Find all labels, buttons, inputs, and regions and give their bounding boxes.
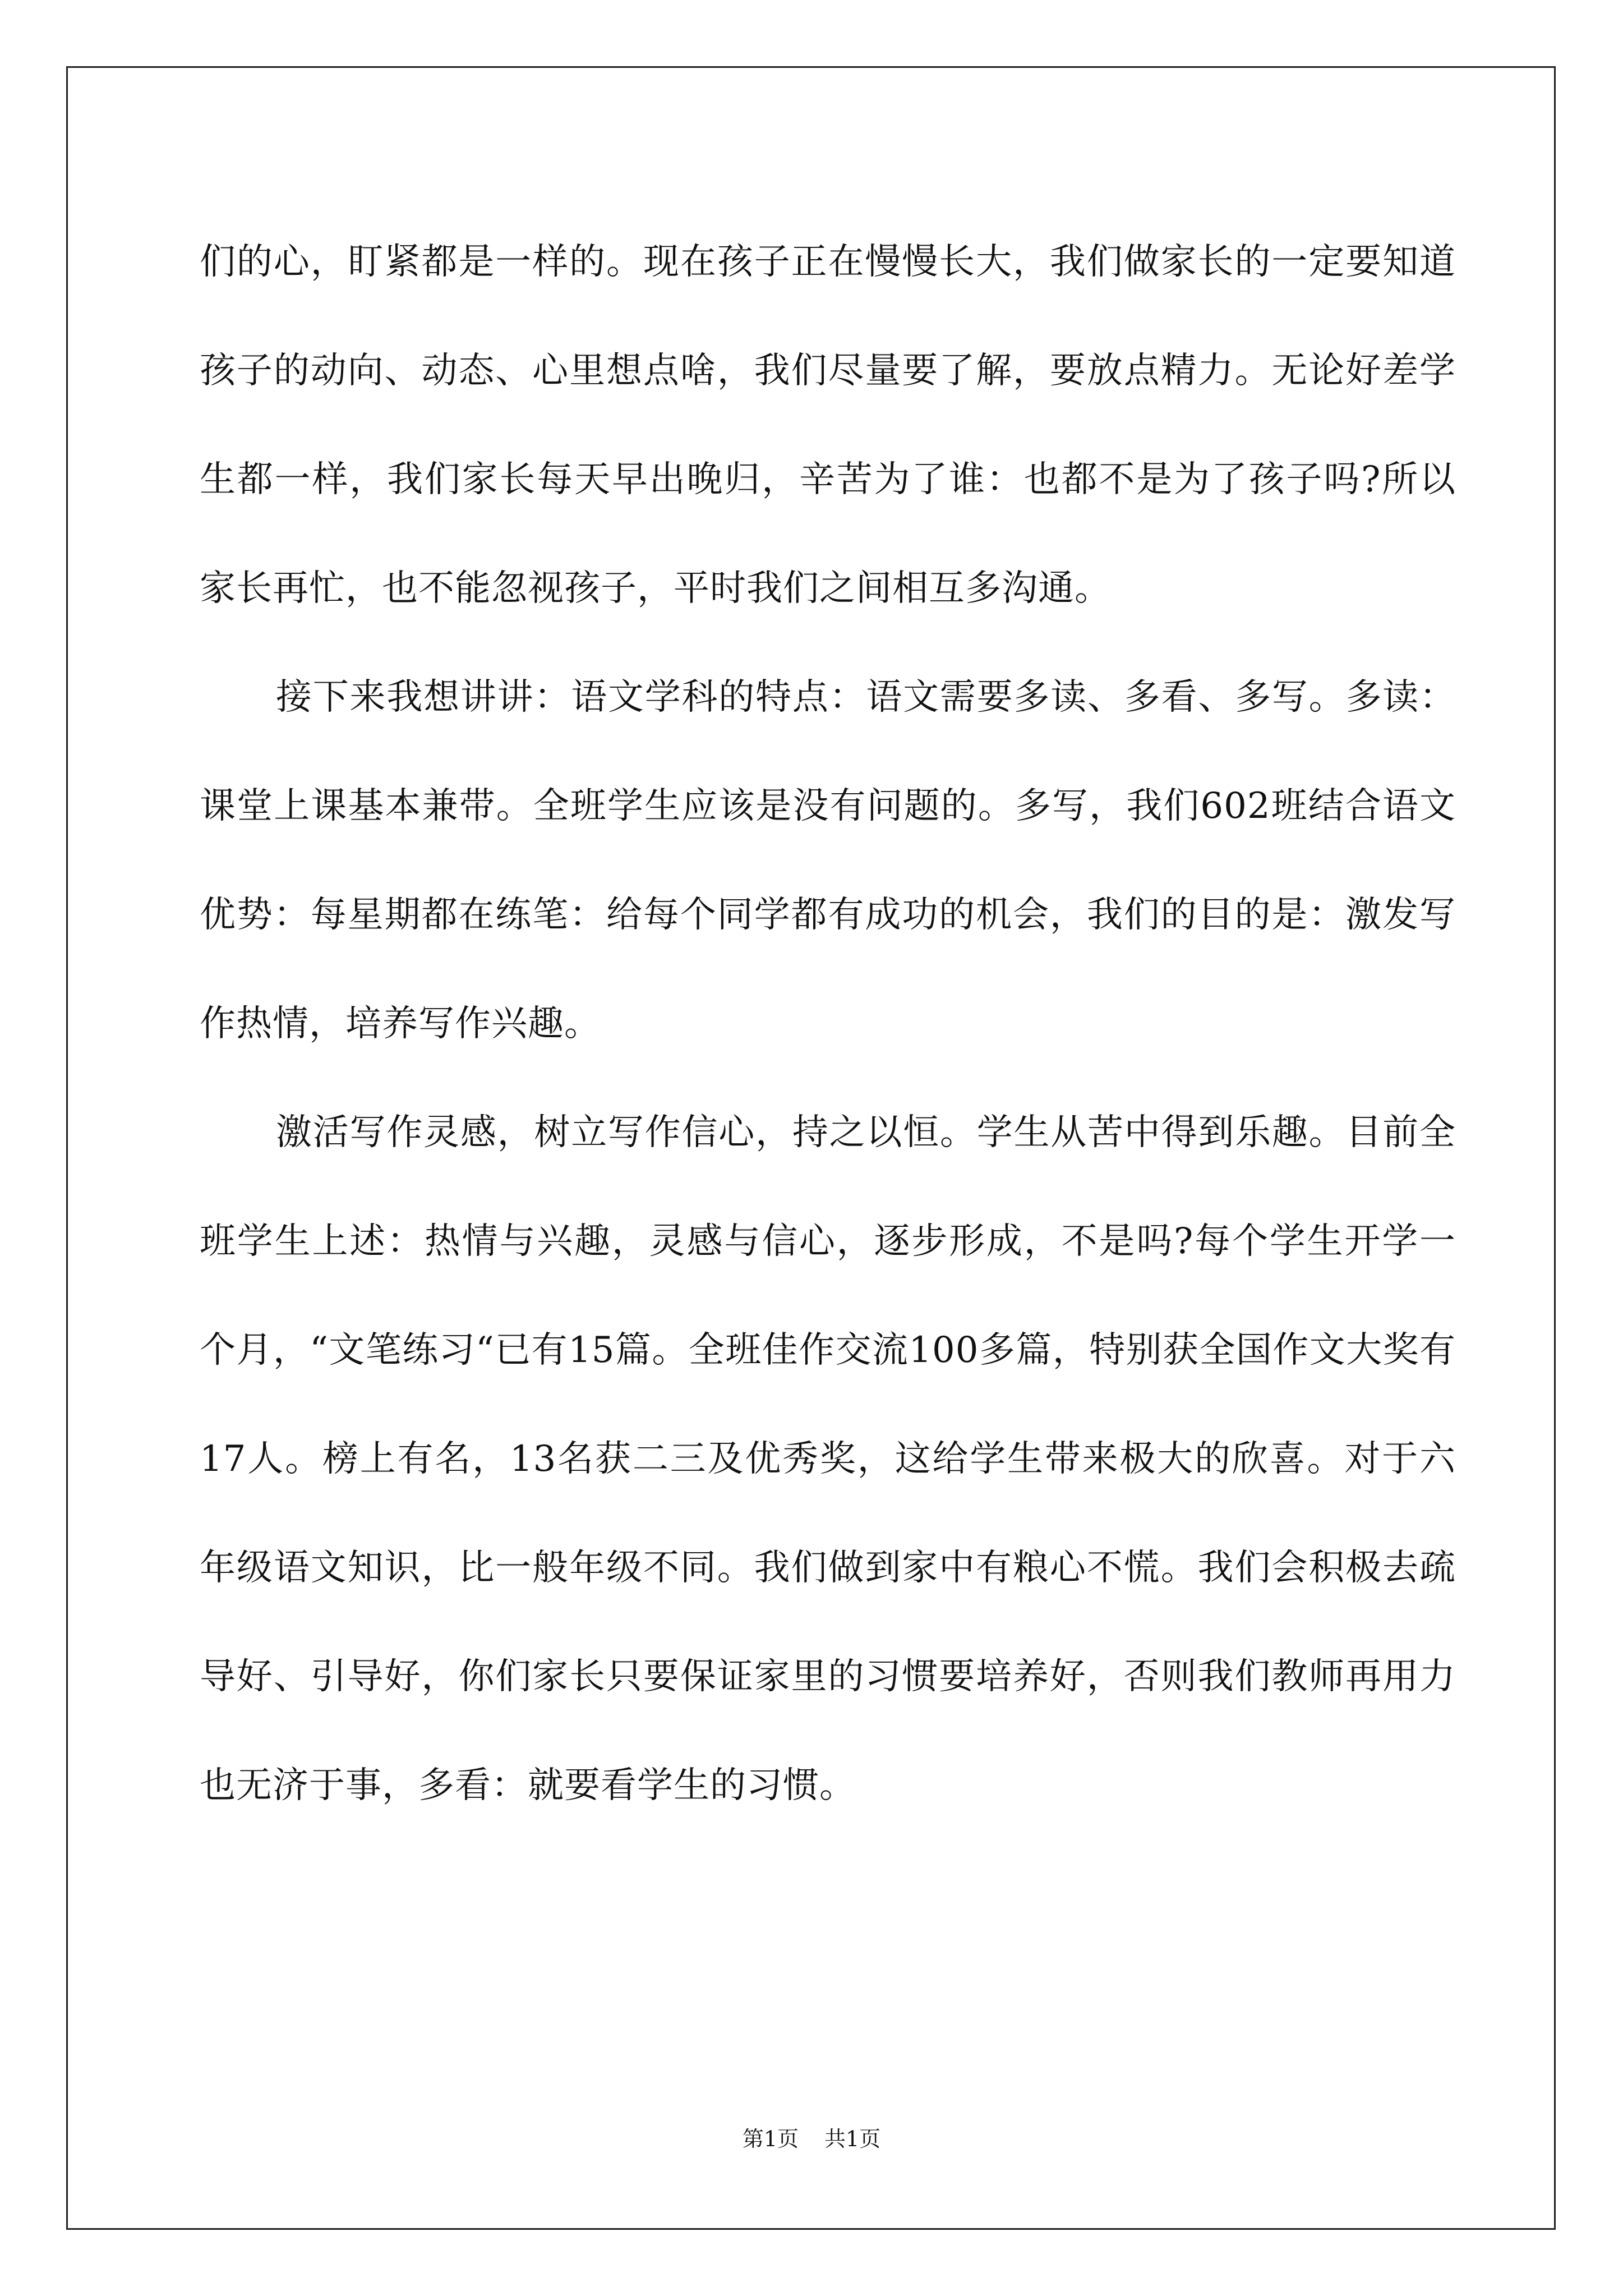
page-total: 共1页 xyxy=(824,2127,881,2151)
paragraph-3: 激活写作灵感，树立写作信心，持之以恒。学生从苦中得到乐趣。目前全班学生上述：热情与兴趣，灵感与信心，逐步形成，不是吗?每个学生开学一个月，“文笔练习“已有15篇。全班佳作交流100多篇，特别获全国作文大奖有17人。榜上有名，13名获二三及优秀奖，这给学生带来极大的欣喜。对于六年级语文知识，比一般年级不同。我们做到家中有粮心不慌。我们会积极去疏导好、引导好，你们家长只要保证家里的习惯要培养好，否则我们教师再用力也无济于事，多看：就要看学生的习惯。 xyxy=(200,1112,1456,1806)
document-body xyxy=(200,208,1456,1840)
paragraph-1: 们的心，盯紧都是一样的。现在孩子正在慢慢长大，我们做家长的一定要知道孩子的动向、动态、心里想点啥，我们尽量要了解，要放点精力。无论好差学生都一样，我们家长每天早出晚归，辛苦为了谁：也都不是为了孩子吗?所以家长再忙，也不能忽视孩子，平时我们之间相互多沟通。 xyxy=(200,241,1456,609)
paragraph-2: 接下来我想讲讲：语文学科的特点：语文需要多读、多看、多写。多读：课堂上课基本兼带。全班学生应该是没有问题的。多写，我们602班结合语文优势：每星期都在练笔：给每个同学都有成功的机会，我们的目的是：激发写作热情，培养写作兴趣。 xyxy=(200,677,1456,1045)
page-number: 第1页 xyxy=(742,2127,799,2151)
page-footer xyxy=(0,2125,1623,2153)
